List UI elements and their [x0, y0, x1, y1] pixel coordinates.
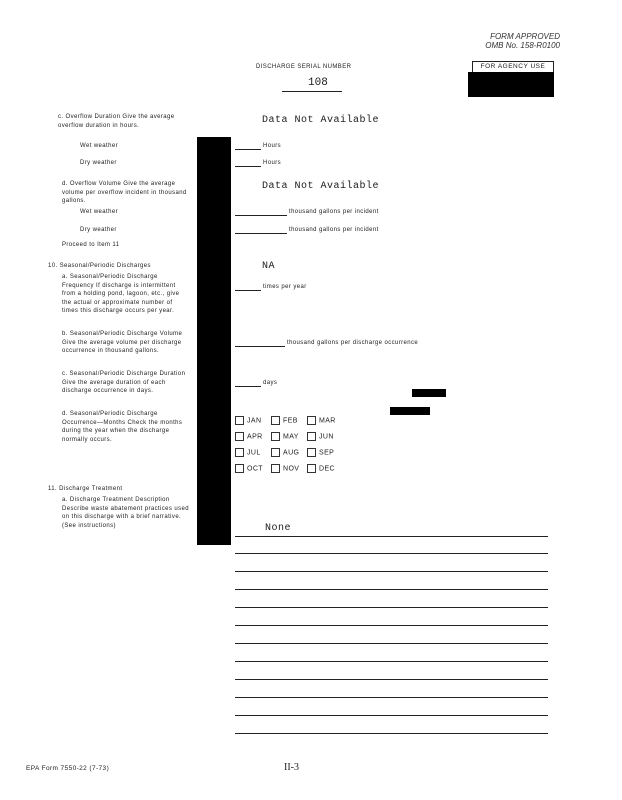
month-nov[interactable]: NOV: [271, 464, 299, 473]
checkbox-apr[interactable]: [235, 432, 244, 441]
discharge-serial-label: DISCHARGE SERIAL NUMBER: [256, 64, 352, 70]
dry-weather-label: Dry weather: [80, 160, 117, 166]
frequency-text: a. Seasonal/Periodic Discharge Frequency If discharge is intermittent from a holding pond, lagoon, etc., give the actual or approximate number of times this discharge occurs per year.: [62, 274, 180, 314]
small-redaction-2: [390, 407, 430, 415]
frequency-line: [235, 290, 261, 291]
checkbox-sep[interactable]: [307, 448, 316, 457]
dry-weather-label-2: Dry weather: [80, 227, 117, 233]
volume-text: b. Seasonal/Periodic Discharge Volume Give the average volume per discharge occurrence in thousand gallons.: [62, 331, 183, 354]
wet-gallons-unit: thousand gallons per incident: [289, 209, 379, 215]
agency-use-redaction: [468, 72, 554, 97]
narrative-line: [235, 607, 548, 608]
narrative-line: [235, 715, 548, 716]
omb-number: OMB No. 158-R0100: [485, 41, 560, 50]
agency-use-label: FOR AGENCY USE: [480, 63, 546, 70]
duration-line: [235, 386, 261, 387]
narrative-line: [235, 536, 548, 537]
dry-gallons-line: [235, 233, 287, 234]
left-redaction-bar: [197, 137, 231, 545]
form-id: EPA Form 7550-22 (7-73): [26, 765, 110, 772]
month-jun[interactable]: JUN: [307, 432, 334, 441]
month-sep[interactable]: SEP: [307, 448, 334, 457]
volume-line: [235, 346, 285, 347]
month-aug[interactable]: AUG: [271, 448, 299, 457]
wet-gallons-line: [235, 215, 287, 216]
month-may[interactable]: MAY: [271, 432, 299, 441]
frequency-unit: times per year: [263, 284, 307, 290]
months-text: d. Seasonal/Periodic Discharge Occurrence—Months Check the months during the year when the discharge normally occurs.: [62, 411, 183, 443]
checkbox-jan[interactable]: [235, 416, 244, 425]
wet-weather-label-2: Wet weather: [80, 209, 118, 215]
month-mar[interactable]: MAR: [307, 416, 336, 425]
dry-hours-unit: Hours: [263, 160, 282, 166]
duration-text: c. Seasonal/Periodic Discharge Duration Give the average duration of each discharge occurrence in days.: [62, 371, 186, 394]
narrative-line: [235, 625, 548, 626]
serial-underline: [282, 91, 342, 92]
frequency-answer: NA: [262, 261, 276, 272]
narrative-line: [235, 589, 548, 590]
overflow-duration-text: c. Overflow Duration Give the average overflow duration in hours.: [58, 114, 175, 129]
overflow-volume-answer: Data Not Available: [262, 181, 380, 192]
checkbox-oct[interactable]: [235, 464, 244, 473]
form-approved-stamp: [470, 32, 560, 50]
checkbox-feb[interactable]: [271, 416, 280, 425]
checkbox-jun[interactable]: [307, 432, 316, 441]
wet-hours-unit: Hours: [263, 143, 282, 149]
month-apr[interactable]: APR: [235, 432, 263, 441]
small-redaction-1: [412, 389, 446, 397]
duration-unit: days: [263, 380, 278, 386]
checkbox-nov[interactable]: [271, 464, 280, 473]
overflow-duration-answer: Data Not Available: [262, 115, 380, 126]
narrative-line: [235, 733, 548, 734]
checkbox-dec[interactable]: [307, 464, 316, 473]
proceed-instruction: Proceed to Item 11: [62, 242, 120, 248]
volume-unit: thousand gallons per discharge occurrence: [287, 340, 419, 346]
treatment-answer: None: [265, 523, 292, 534]
page-number: II-3: [284, 762, 299, 773]
checkbox-may[interactable]: [271, 432, 280, 441]
item10-title: 10. Seasonal/Periodic Discharges: [48, 263, 151, 269]
checkbox-jul[interactable]: [235, 448, 244, 457]
month-jul[interactable]: JUL: [235, 448, 261, 457]
month-dec[interactable]: DEC: [307, 464, 335, 473]
month-jan[interactable]: JAN: [235, 416, 261, 425]
month-feb[interactable]: FEB: [271, 416, 298, 425]
narrative-line: [235, 679, 548, 680]
narrative-line: [235, 661, 548, 662]
wet-hours-line: [235, 149, 261, 150]
dry-hours-line: [235, 166, 261, 167]
narrative-line: [235, 697, 548, 698]
month-oct[interactable]: OCT: [235, 464, 263, 473]
treatment-text: a. Discharge Treatment Description Describe waste abatement practices used on this discharge with a brief narrative. (See instructions): [62, 497, 189, 529]
dry-gallons-unit: thousand gallons per incident: [289, 227, 379, 233]
discharge-serial-value: 108: [308, 77, 328, 89]
form-approved-label: FORM APPROVED: [490, 32, 560, 41]
wet-weather-label: Wet weather: [80, 143, 118, 149]
overflow-volume-text: d. Overflow Volume Give the average volume per overflow incident in thousand gallons.: [62, 181, 187, 204]
checkbox-mar[interactable]: [307, 416, 316, 425]
item11-title: 11. Discharge Treatment: [48, 486, 123, 492]
narrative-line: [235, 553, 548, 554]
narrative-line: [235, 571, 548, 572]
narrative-line: [235, 643, 548, 644]
checkbox-aug[interactable]: [271, 448, 280, 457]
